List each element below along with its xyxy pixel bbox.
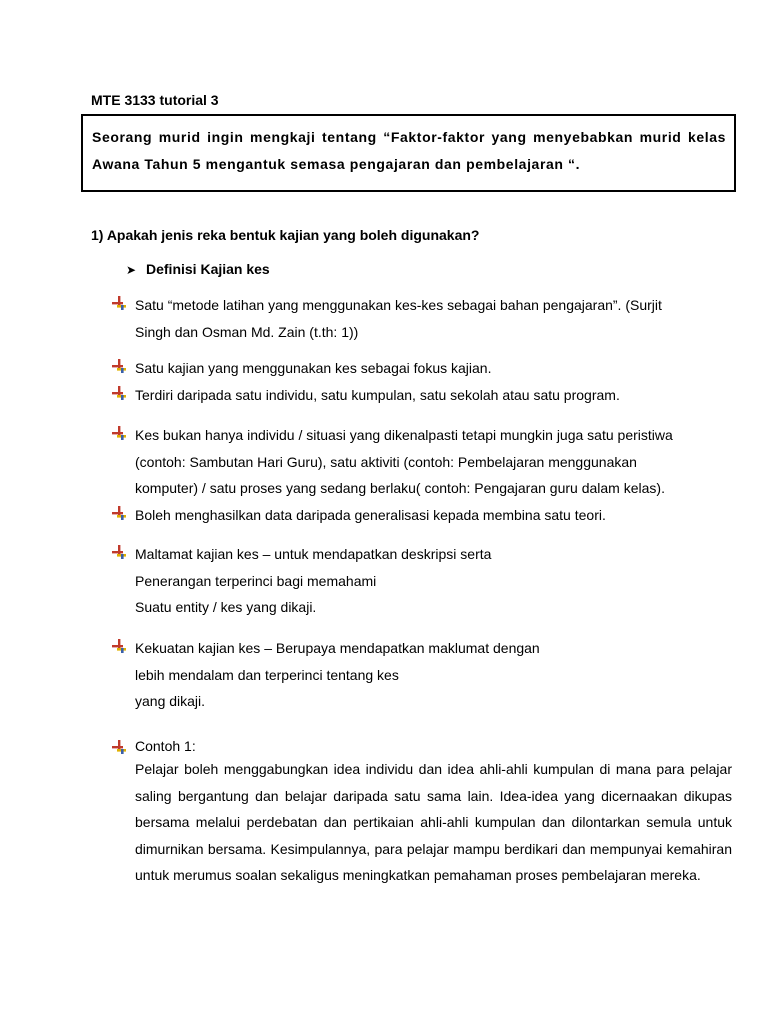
pin-bullet-icon <box>112 506 126 520</box>
list-item-line: (contoh: Sambutan Hari Guru), satu aktiviti (contoh: Pembelajaran menggunakan <box>135 453 637 470</box>
pin-bullet-icon <box>112 639 126 653</box>
pin-bullet-icon <box>112 359 126 373</box>
list-item-text <box>135 422 732 502</box>
list-item-line: Maltamat kajian kes – untuk mendapatkan deskripsi serta <box>135 546 492 562</box>
list-item-text <box>135 382 732 409</box>
list-item-text <box>135 635 732 715</box>
list-item-text <box>135 502 732 529</box>
problem-statement-box <box>81 114 736 192</box>
problem-statement: Seorang murid ingin mengkaji tentang “Faktor-faktor yang menyebabkan murid kelas Awana Tahun 5 mengantuk semasa pengajaran dan pembelajaran “. <box>92 129 726 172</box>
list-item-line: komputer) / satu proses yang sedang berlaku( contoh: Pengajaran guru dalam kelas). <box>135 480 665 496</box>
pin-bullet-icon <box>112 426 126 440</box>
list-item-line: Satu kajian yang menggunakan kes sebagai fokus kajian. <box>135 360 492 376</box>
list-item-line: Suatu entity / kes yang dikaji. <box>135 599 317 615</box>
list-item-text <box>135 541 732 621</box>
list-item-line: Penerangan terperinci bagi memahami <box>135 572 377 589</box>
list-item-line: Kes bukan hanya individu / situasi yang dikenalpasti tetapi mungkin juga satu peristiwa <box>135 427 673 443</box>
list-item-line: Satu “metode latihan yang menggunakan kes-kes sebagai bahan pengajaran”. (Surjit <box>135 297 662 313</box>
pin-bullet-icon <box>112 545 126 559</box>
question-1: 1) Apakah jenis reka bentuk kajian yang boleh digunakan? <box>91 227 480 243</box>
list-item-line: yang dikaji. <box>135 693 206 709</box>
arrow-bullet-icon: ➤ <box>126 263 137 277</box>
list-item-line: Terdiri daripada satu individu, satu kumpulan, satu sekolah atau satu program. <box>135 387 620 403</box>
pin-bullet-icon <box>112 740 126 754</box>
subheading <box>126 261 270 277</box>
list-item-line: Boleh menghasilkan data daripada generalisasi kepada membina satu teori. <box>135 507 606 523</box>
pin-bullet-icon <box>112 386 126 400</box>
list-item-line: lebih mendalam dan terperinci tentang kes <box>135 666 399 683</box>
subheading-label: Definisi Kajian kes <box>146 261 270 277</box>
list-item-line: Kekuatan kajian kes – Berupaya mendapatkan maklumat dengan <box>135 640 540 656</box>
document-title: MTE 3133 tutorial 3 <box>91 92 219 108</box>
example-text: Pelajar boleh menggabungkan idea individu dan idea ahli-ahli kumpulan di mana para pelajar saling bergantung dan belajar daripada satu sama lain. Idea-idea yang dicernaakan dikupas bersama melalui perdebatan dan pertikaian ahli-ahli kumpulan dan dilontarkan semula untuk dimurnikan bersama. Kesimpulannya, para pelajar mampu berdikari dan mempunyai kemahiran untuk merumus soalan sekaligus meningkatkan pemahaman proses pembelajaran mereka. <box>135 761 732 883</box>
list-item-text <box>135 292 732 345</box>
list-item-line: Singh dan Osman Md. Zain (t.th: 1)) <box>135 323 359 340</box>
pin-bullet-icon <box>112 296 126 310</box>
example-label: Contoh 1: <box>135 738 196 754</box>
list-item-text <box>135 355 732 382</box>
